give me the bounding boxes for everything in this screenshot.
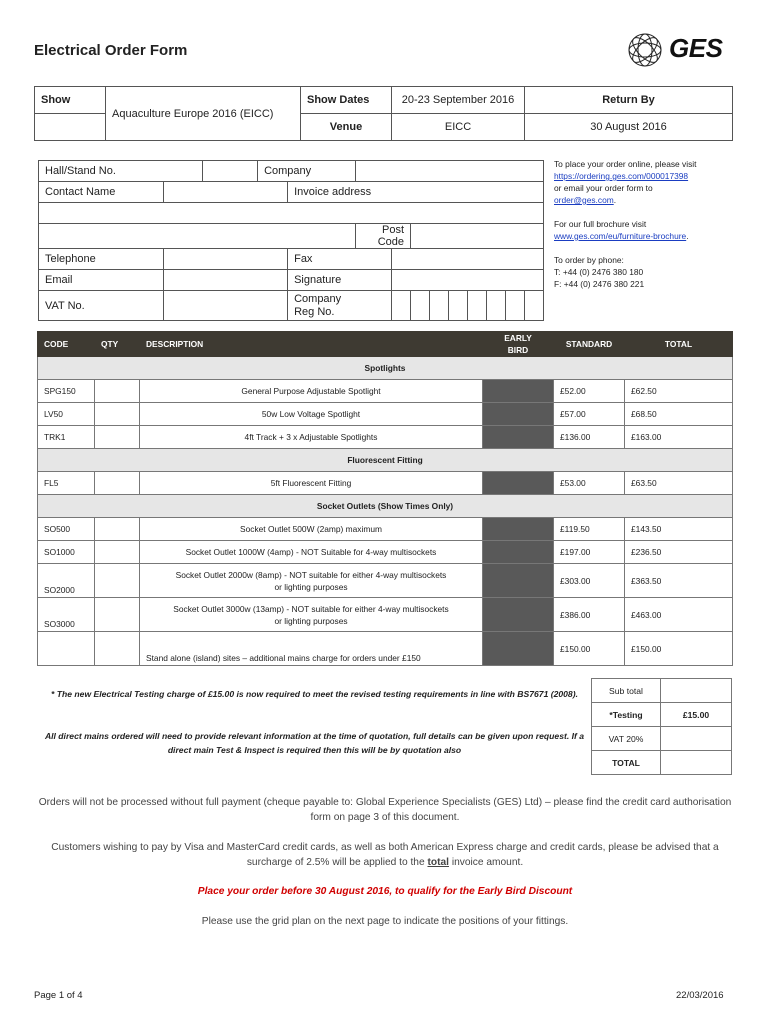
- return-by-value: 30 August 2016: [525, 114, 733, 141]
- payment-note: Orders will not be processed without full payment (cheque payable to: Global Experience Specialists (GES) Ltd) – please find the credit card authorisation form on page 3 of this document.: [38, 797, 732, 823]
- brochure-period: .: [686, 231, 689, 241]
- show-dates-value: 20-23 September 2016: [392, 87, 525, 114]
- testing-note: * The new Electrical Testing charge of £15.00 is now required to meet the revised testing requirements in line with BS7671 (2008).: [51, 689, 578, 699]
- telephone-field[interactable]: [164, 249, 288, 270]
- standard-price: £143.50: [625, 518, 733, 541]
- item-code: SO500: [38, 518, 95, 541]
- item-code: [38, 632, 95, 666]
- item-description-line-1: Socket Outlet 3000w (13amp) - NOT suitable for either 4-way multisockets: [173, 603, 449, 614]
- table-row: [38, 541, 733, 564]
- table-row: [38, 518, 733, 541]
- hall-stand-label: Hall/Stand No.: [39, 161, 203, 182]
- early-bird-cell: [483, 472, 554, 495]
- contact-name-label: Contact Name: [39, 182, 164, 203]
- qty-field[interactable]: [95, 541, 140, 564]
- qty-field[interactable]: [95, 380, 140, 403]
- col-qty: QTY: [95, 332, 140, 357]
- totals-table: [591, 678, 732, 775]
- invoice-address-label: Invoice address: [288, 182, 544, 203]
- reg-no-box[interactable]: [468, 291, 487, 321]
- order-email-link[interactable]: order@ges.com: [554, 195, 614, 205]
- logo-text: GES: [669, 33, 723, 63]
- early-bird-cell: [483, 598, 554, 632]
- reg-no-box[interactable]: [449, 291, 468, 321]
- company-label: Company: [258, 161, 356, 182]
- company-reg-label: [288, 291, 392, 321]
- page-number: Page 1 of 4: [34, 990, 83, 1001]
- phone-number: T: +44 (0) 2476 380 180: [554, 267, 644, 277]
- email-period: .: [613, 195, 617, 205]
- show-dates-label: Show Dates: [301, 87, 392, 114]
- vat-field[interactable]: [661, 727, 732, 751]
- item-description-line-1: Socket Outlet 2000w (8amp) - NOT suitable for either 4-way multisockets: [175, 569, 447, 580]
- table-row: [38, 380, 733, 403]
- online-order-link[interactable]: https://ordering.ges.com/000017398: [554, 171, 689, 181]
- section-spotlights: Spotlights: [38, 357, 733, 380]
- footer-date: 22/03/2016: [676, 990, 724, 1001]
- signature-label: Signature: [288, 270, 392, 291]
- contact-name-field[interactable]: [164, 182, 288, 203]
- early-bird-cell: [483, 403, 554, 426]
- early-bird-price: £386.00: [554, 598, 625, 632]
- contact-details-table: [38, 160, 544, 321]
- fax-number: F: +44 (0) 2476 380 221: [554, 279, 645, 289]
- standard-price: £236.50: [625, 541, 733, 564]
- vat-no-field[interactable]: [164, 291, 288, 321]
- qty-field[interactable]: [95, 472, 140, 495]
- col-early-bird: [483, 332, 554, 357]
- table-row: [38, 564, 733, 598]
- table-row: [38, 598, 733, 632]
- fax-label: Fax: [288, 249, 392, 270]
- grid-plan-note: Please use the grid plan on the next page to indicate the positions of your fittings.: [201, 916, 569, 927]
- surcharge-text-a: Customers wishing to pay by Visa and MasterCard credit cards, as well as both American Express charge and credit cards, please be advised that a surcharge of 2.5% will be applied to the: [51, 842, 719, 868]
- fax-field[interactable]: [392, 249, 544, 270]
- address-line-field[interactable]: [39, 203, 544, 224]
- standard-price: £62.50: [625, 380, 733, 403]
- subtotal-label: Sub total: [592, 679, 661, 703]
- venue-label: Venue: [301, 114, 392, 141]
- item-description-line-2: or lighting purposes: [274, 615, 348, 626]
- early-bird-price: £303.00: [554, 564, 625, 598]
- standard-price: £68.50: [625, 403, 733, 426]
- standard-price: £363.50: [625, 564, 733, 598]
- vat-label: VAT 20%: [592, 727, 661, 751]
- ges-logo: [625, 30, 737, 70]
- early-bird-cell: [483, 632, 554, 666]
- col-early-bird-line-2: BIRD: [507, 345, 529, 355]
- signature-field[interactable]: [392, 270, 544, 291]
- early-bird-cell: [483, 518, 554, 541]
- standard-price: £163.00: [625, 426, 733, 449]
- early-bird-price: £136.00: [554, 426, 625, 449]
- surcharge-text-b: total: [427, 857, 449, 868]
- early-bird-price: £53.00: [554, 472, 625, 495]
- col-early-bird-line-1: EARLY: [504, 333, 532, 343]
- direct-mains-note: All direct mains ordered will need to provide relevant information at the time of quotation, full details can be given upon request. If a direct main Test & Inspect is required then this will be by quotation also: [44, 731, 585, 755]
- return-by-label: Return By: [525, 87, 733, 114]
- early-bird-cell: [483, 380, 554, 403]
- reg-no-box[interactable]: [430, 291, 449, 321]
- qty-field[interactable]: [95, 403, 140, 426]
- item-code: SPG150: [38, 380, 95, 403]
- col-code: CODE: [38, 332, 95, 357]
- item-description: 50w Low Voltage Spotlight: [140, 403, 483, 426]
- item-code: LV50: [38, 403, 95, 426]
- company-reg-line-1: Company: [294, 292, 342, 305]
- show-value[interactable]: Aquaculture Europe 2016 (EICC): [106, 87, 301, 141]
- item-description: 5ft Fluorescent Fitting: [140, 472, 483, 495]
- qty-field[interactable]: [95, 518, 140, 541]
- post-code-field[interactable]: [411, 224, 544, 249]
- early-bird-price: £119.50: [554, 518, 625, 541]
- reg-no-box[interactable]: [392, 291, 411, 321]
- page-title: Electrical Order Form: [34, 42, 188, 59]
- early-bird-cell: [483, 541, 554, 564]
- table-row: [38, 632, 733, 666]
- item-description: [140, 598, 483, 632]
- email-order-text: or email your order form to: [554, 183, 653, 193]
- items-table: [37, 331, 733, 666]
- subtotal-field[interactable]: [661, 679, 732, 703]
- item-description-line-2: or lighting purposes: [274, 581, 348, 592]
- vat-no-label: VAT No.: [39, 291, 164, 321]
- col-standard: STANDARD: [554, 332, 625, 357]
- qty-field[interactable]: [95, 564, 140, 598]
- qty-field[interactable]: [95, 426, 140, 449]
- globe-icon: [625, 30, 665, 70]
- show-blank: [35, 114, 106, 141]
- standard-price: £463.00: [625, 598, 733, 632]
- venue-value: EICC: [392, 114, 525, 141]
- standard-price: £63.50: [625, 472, 733, 495]
- col-total: TOTAL: [625, 332, 733, 357]
- reg-no-box[interactable]: [525, 291, 544, 321]
- total-label: TOTAL: [592, 751, 661, 775]
- table-row: [38, 426, 733, 449]
- total-field[interactable]: [661, 751, 732, 775]
- company-reg-line-2: Reg No.: [294, 305, 335, 318]
- notes-box: [38, 678, 591, 784]
- reg-no-box[interactable]: [487, 291, 506, 321]
- early-bird-cell: [483, 564, 554, 598]
- post-code-label: Post Code: [356, 224, 411, 249]
- show-label: Show: [35, 87, 106, 114]
- col-description: DESCRIPTION: [140, 332, 483, 357]
- item-description: Socket Outlet 500W (2amp) maximum: [140, 518, 483, 541]
- early-bird-price: £52.00: [554, 380, 625, 403]
- early-bird-price: £197.00: [554, 541, 625, 564]
- table-row: [38, 403, 733, 426]
- surcharge-text-c: invoice amount.: [448, 857, 524, 868]
- item-description: Socket Outlet 1000W (4amp) - NOT Suitable for 4-way multisockets: [140, 541, 483, 564]
- early-bird-price: £150.00: [554, 632, 625, 666]
- item-code: FL5: [38, 472, 95, 495]
- address-line-field-2[interactable]: [39, 224, 356, 249]
- brochure-link[interactable]: www.ges.com/eu/furniture-brochure: [554, 231, 687, 241]
- item-description: [140, 564, 483, 598]
- standard-price: £150.00: [625, 632, 733, 666]
- item-code: SO2000: [38, 564, 95, 598]
- early-bird-price: £57.00: [554, 403, 625, 426]
- qty-field[interactable]: [95, 632, 140, 666]
- qty-field[interactable]: [95, 598, 140, 632]
- online-order-text: To place your order online, please visit: [554, 159, 697, 169]
- ordering-info-box: [554, 158, 739, 290]
- email-label: Email: [39, 270, 164, 291]
- phone-order-text: To order by phone:: [554, 255, 624, 265]
- testing-label: *Testing: [592, 703, 661, 727]
- reg-no-box[interactable]: [411, 291, 430, 321]
- item-description: 4ft Track + 3 x Adjustable Spotlights: [140, 426, 483, 449]
- item-description: General Purpose Adjustable Spotlight: [140, 380, 483, 403]
- testing-value: £15.00: [661, 703, 732, 727]
- item-code: SO1000: [38, 541, 95, 564]
- telephone-label: Telephone: [39, 249, 164, 270]
- early-bird-cell: [483, 426, 554, 449]
- brochure-text: For our full brochure visit: [554, 219, 647, 229]
- show-details-table: [34, 86, 733, 141]
- item-description: Stand alone (island) sites – additional mains charge for orders under £150: [140, 632, 483, 666]
- reg-no-box[interactable]: [506, 291, 525, 321]
- email-field[interactable]: [164, 270, 288, 291]
- item-code: SO3000: [38, 598, 95, 632]
- item-code: TRK1: [38, 426, 95, 449]
- early-bird-deadline: Place your order before 30 August 2016, to qualify for the Early Bird Discount: [197, 886, 573, 897]
- surcharge-note: [30, 840, 740, 870]
- company-field[interactable]: [356, 161, 544, 182]
- hall-stand-field[interactable]: [202, 161, 257, 182]
- table-row: [38, 472, 733, 495]
- section-fluorescent: Fluorescent Fitting: [38, 449, 733, 472]
- section-socket-outlets: Socket Outlets (Show Times Only): [38, 495, 733, 518]
